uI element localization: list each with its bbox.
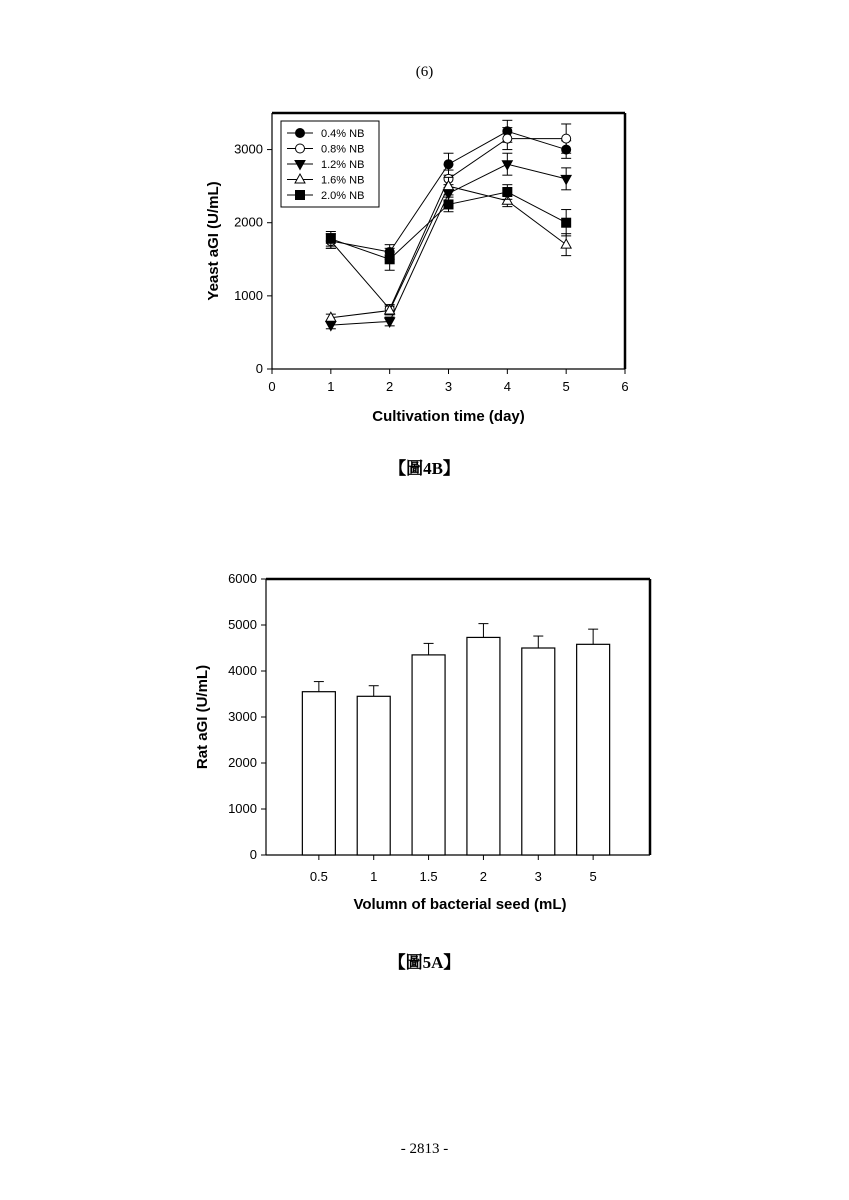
bar: [577, 644, 610, 855]
x-tick-label: 5: [562, 379, 570, 394]
figure-caption-4b: 【圖4B】: [389, 459, 460, 478]
x-tick-label: 2: [479, 869, 488, 884]
legend-label: 0.8% NB: [321, 143, 365, 156]
x-tick-label: 1: [370, 869, 378, 884]
y-tick-label: 2000: [234, 214, 263, 230]
y-tick-label: 3000: [234, 141, 263, 157]
y-tick-label: 0: [249, 847, 257, 862]
y-tick-label: 0: [255, 361, 263, 376]
x-tick-label: 5: [589, 869, 597, 884]
y-tick-label: 5000: [228, 617, 257, 632]
x-tick-label: 3: [444, 379, 453, 394]
bar: [522, 648, 555, 855]
page-footer: - 2813 -: [400, 1141, 449, 1157]
legend-label: 0.4% NB: [321, 128, 365, 140]
y-tick-label: 4000: [228, 663, 257, 678]
x-tick-label: 4: [503, 379, 511, 394]
y-tick-label: 1000: [228, 801, 257, 816]
x-tick-label: 0.5: [309, 869, 328, 884]
legend-label: 1.6% NB: [321, 174, 365, 187]
x-axis-title: Cultivation time (day): [372, 408, 525, 425]
legend-label: 2.0% NB: [321, 190, 365, 202]
bar: [412, 655, 445, 855]
bar: [357, 696, 390, 855]
x-tick-label: 0: [268, 379, 276, 394]
legend-label: 1.2% NB: [321, 159, 365, 171]
figure-caption-5a: 【圖5A】: [388, 953, 461, 972]
bar: [302, 692, 335, 855]
x-tick-label: 2: [386, 379, 394, 394]
bar: [467, 637, 500, 855]
y-tick-label: 3000: [228, 709, 257, 724]
y-tick-label: 2000: [228, 755, 257, 770]
y-axis-title: Yeast aGI (U/mL): [205, 181, 222, 301]
x-tick-label: 1: [327, 379, 335, 394]
x-tick-label: 1.5: [419, 869, 438, 884]
y-tick-label: 1000: [234, 287, 263, 303]
y-axis-title: Rat aGI (U/mL): [194, 664, 211, 770]
x-tick-label: 6: [621, 379, 629, 394]
x-axis-title: Volumn of bacterial seed (mL): [353, 896, 567, 913]
x-tick-label: 3: [534, 869, 542, 884]
y-tick-label: 6000: [228, 571, 257, 586]
page-header: (6): [415, 64, 434, 80]
